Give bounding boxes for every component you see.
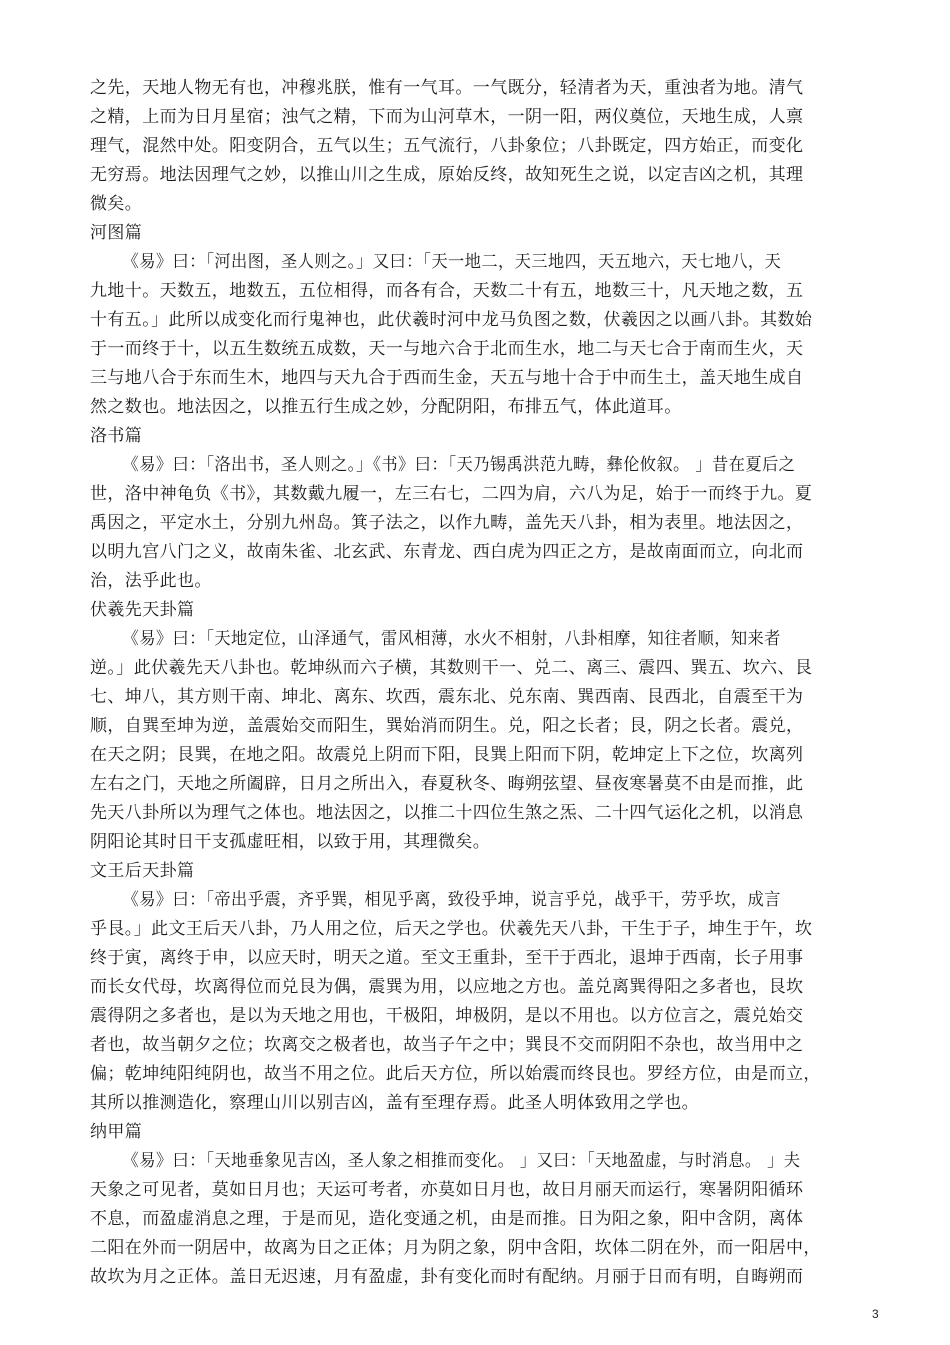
- text-line: 二阳在外而一阴居中，故离为日之正体；月为阴之象，阴中含阳，坎体二阴在外，而一阳居中，: [90, 1238, 821, 1258]
- text-line: 九地十。天数五，地数五，五位相得，而各有合，天数二十有五，地数三十，凡天地之数，五: [90, 281, 804, 301]
- text-line: 十有五。」此所以成变化而行鬼神也，此伏羲时河中龙马负图之数，伏羲因之以画八卦。其数始: [90, 310, 813, 330]
- section-heading: 洛书篇: [90, 426, 143, 446]
- section-heading: 伏羲先天卦篇: [90, 600, 195, 620]
- text-line: 无穷焉。地法因理气之妙，以推山川之生成，原始反终，故知死生之说，以定吉凶之机，其理: [90, 165, 804, 185]
- text-line: 偏；乾坤纯阳纯阴也，故当不用之位。此后天方位，所以始震而终艮也。罗经方位，由是而立，: [90, 1064, 821, 1084]
- text-line: 乎艮。」此文王后天八卦，乃人用之位，后天之学也。伏羲先天八卦，干生于子，坤生于午，坎: [90, 919, 813, 939]
- text-line: 之先，天地人物无有也，冲穆兆朕，惟有一气耳。一气既分，轻清者为天，重浊者为地。清气: [90, 78, 804, 98]
- text-line: 逆。」此伏羲先天八卦也。乾坤纵而六子横，其数则干一、兑二、离三、震四、巽五、坎六、艮: [90, 658, 813, 678]
- text-line: 禹因之，平定水土，分别九州岛。箕子法之，以作九畴，盖先天八卦，相为表里。地法因之，: [90, 513, 804, 533]
- document-body: [90, 74, 890, 1292]
- page-number: 3: [872, 1307, 879, 1321]
- text-line: 不息，而盈虚消息之理，于是而见，造化变通之机，由是而推。日为阳之象，阳中含阴，离体: [90, 1209, 804, 1229]
- text-line: 之精，上而为日月星宿；浊气之精，下而为山河草木，一阴一阳，两仪奠位，天地生成，人禀: [90, 107, 804, 127]
- text-line: 于一而终于十，以五生数统五成数，天一与地六合于北而生水，地二与天七合于南而生火，天: [90, 339, 804, 359]
- text-line: 以明九宫八门之义，故南朱雀、北玄武、东青龙、西白虎为四正之方，是故南面而立，向北而: [90, 542, 804, 562]
- text-line: 世，洛中神龟负《书》，其数戴九履一，左三右七，二四为肩，六八为足，始于一而终于九。夏: [90, 484, 813, 504]
- section-heading: 河图篇: [90, 223, 143, 243]
- text-line: 震得阴之多者也，是以为天地之用也，干极阳，坤极阴，是以不用也。以方位言之，震兑始交: [90, 1006, 804, 1026]
- text-line: 终于寅，离终于申，以应天时，明天之道。至文王重卦，至干于西北，退坤于西南，长子用事: [90, 948, 804, 968]
- text-line: 在天之阴；艮巽，在地之阳。故震兑上阴而下阳，艮巽上阳而下阴，乾坤定上下之位，坎离列: [90, 745, 804, 765]
- text-line: 七、坤八，其方则干南、坤北、离东、坎西，震东北、兑东南、巽西南、艮西北，自震至干为: [90, 687, 804, 707]
- text-line: 顺，自巽至坤为逆，盖震始交而阳生，巽始消而阴生。兑，阳之长者；艮，阴之长者。震兑，: [90, 716, 804, 736]
- section-heading: 文王后天卦篇: [90, 861, 195, 881]
- text-line: 故坎为月之正体。盖日无迟速，月有盈虚，卦有变化而时有配纳。月丽于日而有明，自晦朔而: [90, 1267, 804, 1287]
- text-line: 《易》曰：「河出图，圣人则之。」又曰：「天一地二，天三地四，天五地六，天七地八，天: [122, 252, 782, 272]
- text-line: 微矣。: [90, 194, 143, 214]
- text-line: 天象之可见者，莫如日月也；天运可考者，亦莫如日月也，故日月丽天而运行，寒暑阴阳循环: [90, 1180, 804, 1200]
- text-line: 其所以推测造化，察理山川以别吉凶，盖有至理存焉。此圣人明体致用之学也。: [90, 1093, 699, 1113]
- text-line: 《易》曰：「天地定位，山泽通气，雷风相薄，水火不相射，八卦相摩，知往者顺，知来者: [122, 629, 781, 649]
- text-line: 《易》曰：「洛出书，圣人则之。」《书》曰：「天乃锡禹洪范九畴，彝伦攸叙。 」昔在夏后之: [122, 455, 796, 475]
- text-line: 《易》曰：「天地垂象见吉凶，圣人象之相推而变化。 」又曰：「天地盈虚，与时消息。 」夫: [122, 1151, 801, 1171]
- text-line: 阴阳论其时日干支孤虚旺相，以致于用，其理微矣。: [90, 832, 491, 852]
- section-heading: 纳甲篇: [90, 1122, 143, 1142]
- text-line: 而长女代母，坎离得位而兑艮为偶，震巽为用，以应地之方也。盖兑离巽得阳之多者也，艮坎: [90, 977, 804, 997]
- text-line: 左右之门，天地之所阖辟，日月之所出入，春夏秋冬、晦朔弦望、昼夜寒暑莫不由是而推，此: [90, 774, 804, 794]
- text-line: 者也，故当朝夕之位；坎离交之极者也，故当子午之中；巽艮不交而阴阳不杂也，故当用中之: [90, 1035, 804, 1055]
- text-line: 然之数也。地法因之，以推五行生成之妙，分配阴阳，布排五气，体此道耳。: [90, 397, 682, 417]
- text-line: 理气，混然中处。阳变阴合，五气以生；五气流行，八卦象位；八卦既定，四方始正，而变化: [90, 136, 804, 156]
- text-line: 《易》曰：「帝出乎震，齐乎巽，相见乎离，致役乎坤，说言乎兑，战乎干，劳乎坎，成言: [122, 890, 781, 910]
- text-line: 三与地八合于东而生木，地四与天九合于西而生金，天五与地十合于中而生土，盖天地生成自: [90, 368, 804, 388]
- text-line: 先天八卦所以为理气之体也。地法因之，以推二十四位生煞之炁、二十四气运化之机，以消息: [90, 803, 804, 823]
- text-line: 治，法乎此也。: [90, 571, 212, 591]
